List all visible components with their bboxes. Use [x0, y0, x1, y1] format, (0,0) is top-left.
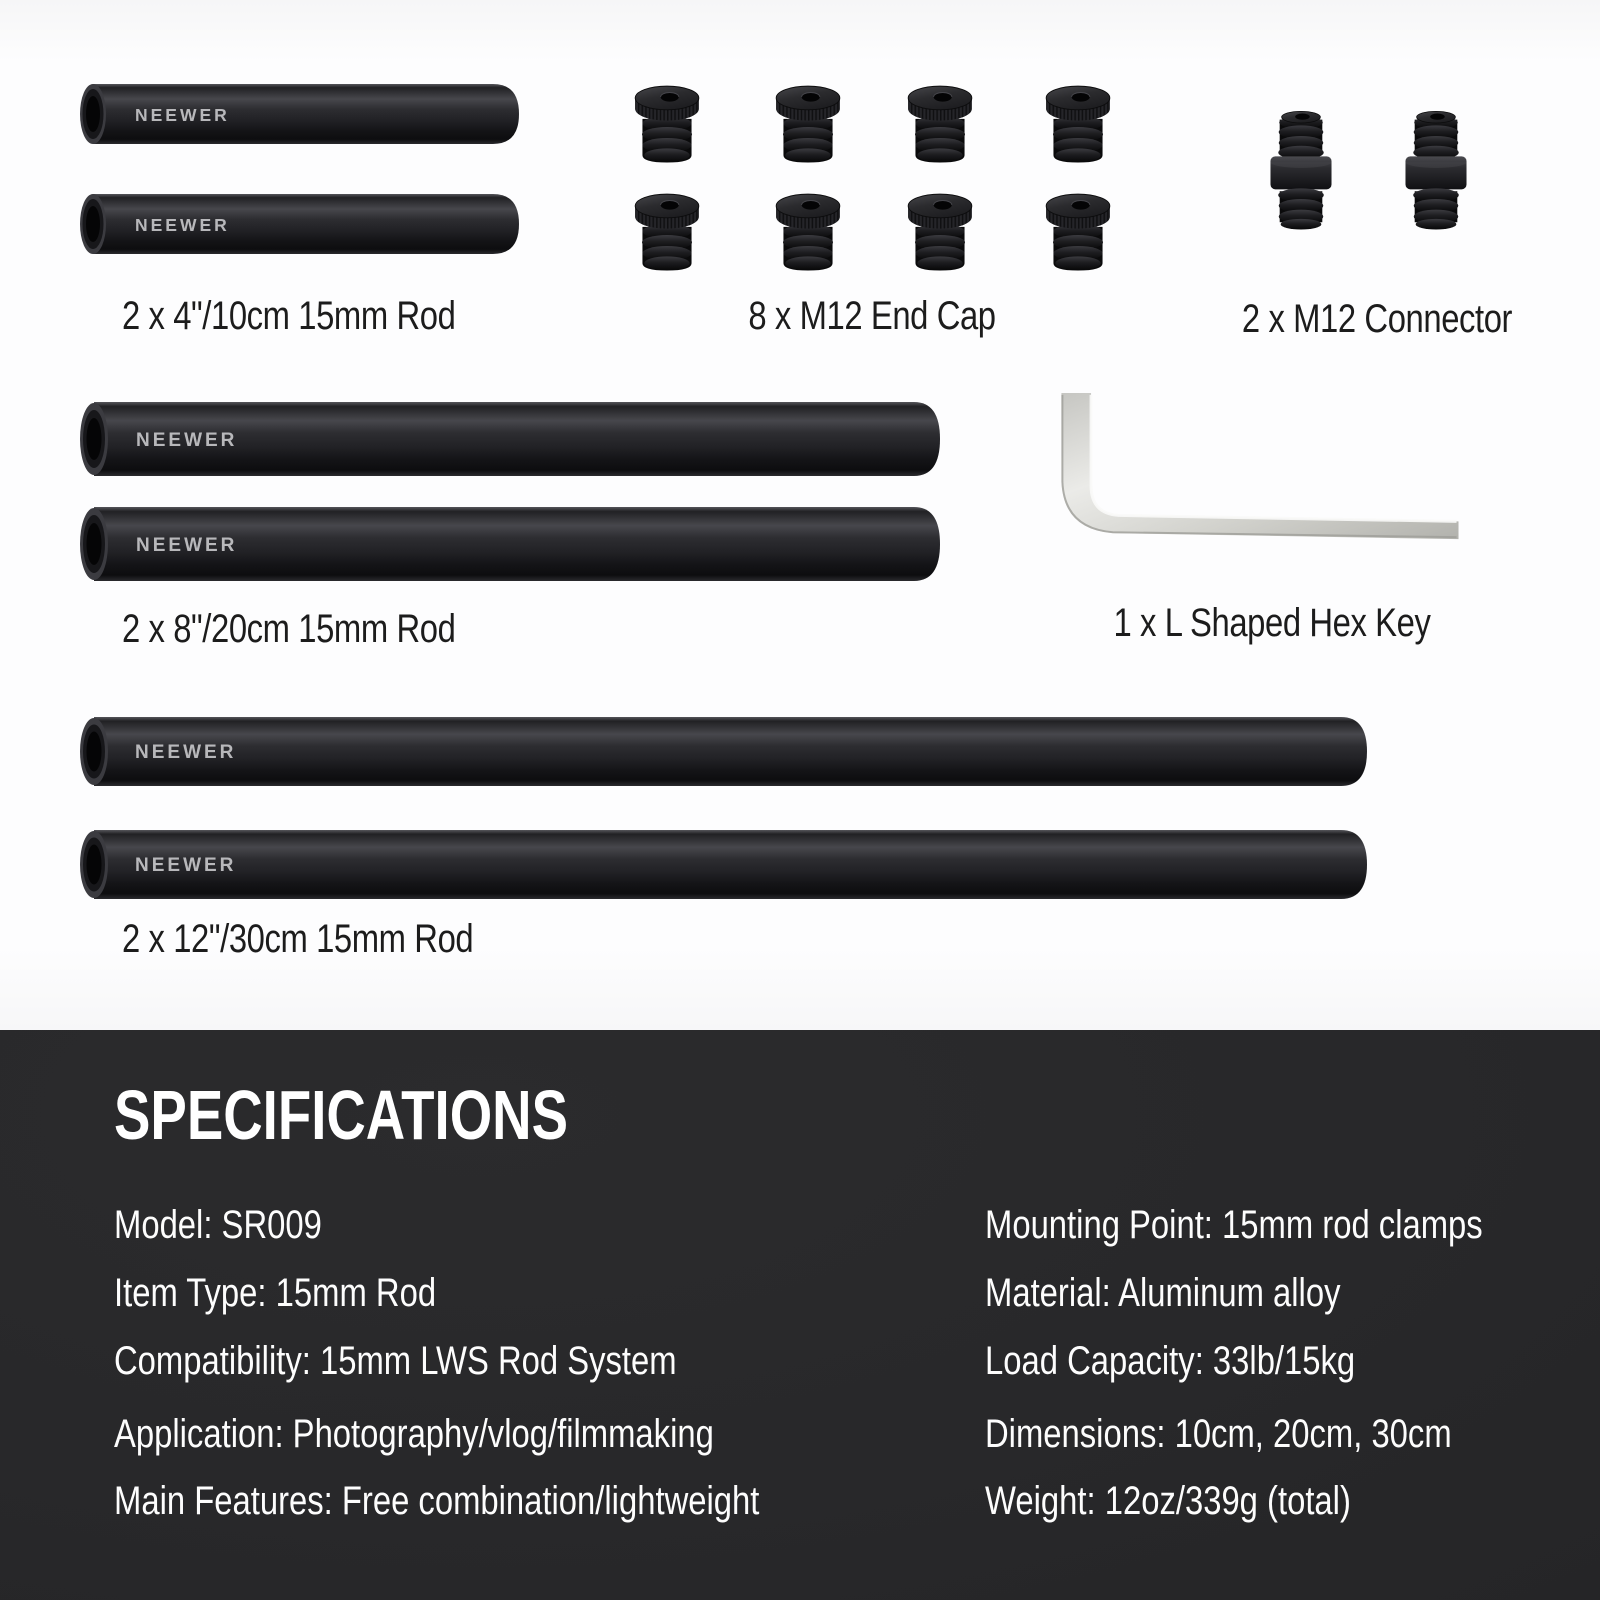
- end-cap-image-6: [768, 188, 848, 273]
- specifications-section: [0, 1030, 1600, 1600]
- rod-8in-label: 2 x 8"/20cm 15mm Rod: [122, 607, 456, 651]
- spec-mounting-point: Mounting Point: 15mm rod clamps: [985, 1203, 1483, 1247]
- brand-logo: NEEWER: [136, 535, 238, 556]
- end-cap-image-4: [1038, 80, 1118, 165]
- brand-logo: NEEWER: [135, 215, 230, 235]
- end-cap-image-7: [900, 188, 980, 273]
- rod-4in-label: 2 x 4"/10cm 15mm Rod: [122, 294, 456, 338]
- rod-4in-image-2: [78, 192, 525, 256]
- end-cap-image-5: [627, 188, 707, 273]
- rod-4in-image-1: [78, 82, 525, 146]
- rod-12in-image-1: [78, 715, 1373, 788]
- spec-load-capacity: Load Capacity: 33lb/15kg: [985, 1339, 1356, 1383]
- connector-image-1: [1269, 106, 1333, 230]
- spec-application: Application: Photography/vlog/filmmaking: [114, 1412, 714, 1456]
- end-cap-image-2: [768, 80, 848, 165]
- specifications-title: SPECIFICATIONS: [114, 1076, 569, 1154]
- spec-dimensions: Dimensions: 10cm, 20cm, 30cm: [985, 1412, 1452, 1456]
- brand-logo: NEEWER: [135, 105, 230, 125]
- rod-12in-label: 2 x 12"/30cm 15mm Rod: [122, 917, 474, 961]
- connector-image-2: [1404, 106, 1468, 230]
- end-cap-image-8: [1038, 188, 1118, 273]
- brand-logo: NEEWER: [135, 742, 237, 763]
- hex-key-image: [1048, 389, 1466, 551]
- rod-8in-image-2: [78, 505, 946, 583]
- spec-compatibility: Compatibility: 15mm LWS Rod System: [114, 1339, 677, 1383]
- spec-material: Material: Aluminum alloy: [985, 1271, 1341, 1315]
- end-cap-image-3: [900, 80, 980, 165]
- connector-label: 2 x M12 Connector: [1241, 297, 1513, 341]
- brand-logo: NEEWER: [136, 430, 238, 451]
- spec-main-features: Main Features: Free combination/lightweight: [114, 1479, 760, 1523]
- rod-8in-image-1: [78, 400, 946, 478]
- spec-weight: Weight: 12oz/339g (total): [985, 1479, 1351, 1523]
- spec-item-type: Item Type: 15mm Rod: [114, 1271, 437, 1315]
- hex-key-label: 1 x L Shaped Hex Key: [1113, 601, 1431, 645]
- rod-12in-image-2: [78, 828, 1373, 901]
- end-cap-label: 8 x M12 End Cap: [748, 294, 996, 338]
- spec-model: Model: SR009: [114, 1203, 322, 1247]
- brand-logo: NEEWER: [135, 855, 237, 876]
- end-cap-image-1: [627, 80, 707, 165]
